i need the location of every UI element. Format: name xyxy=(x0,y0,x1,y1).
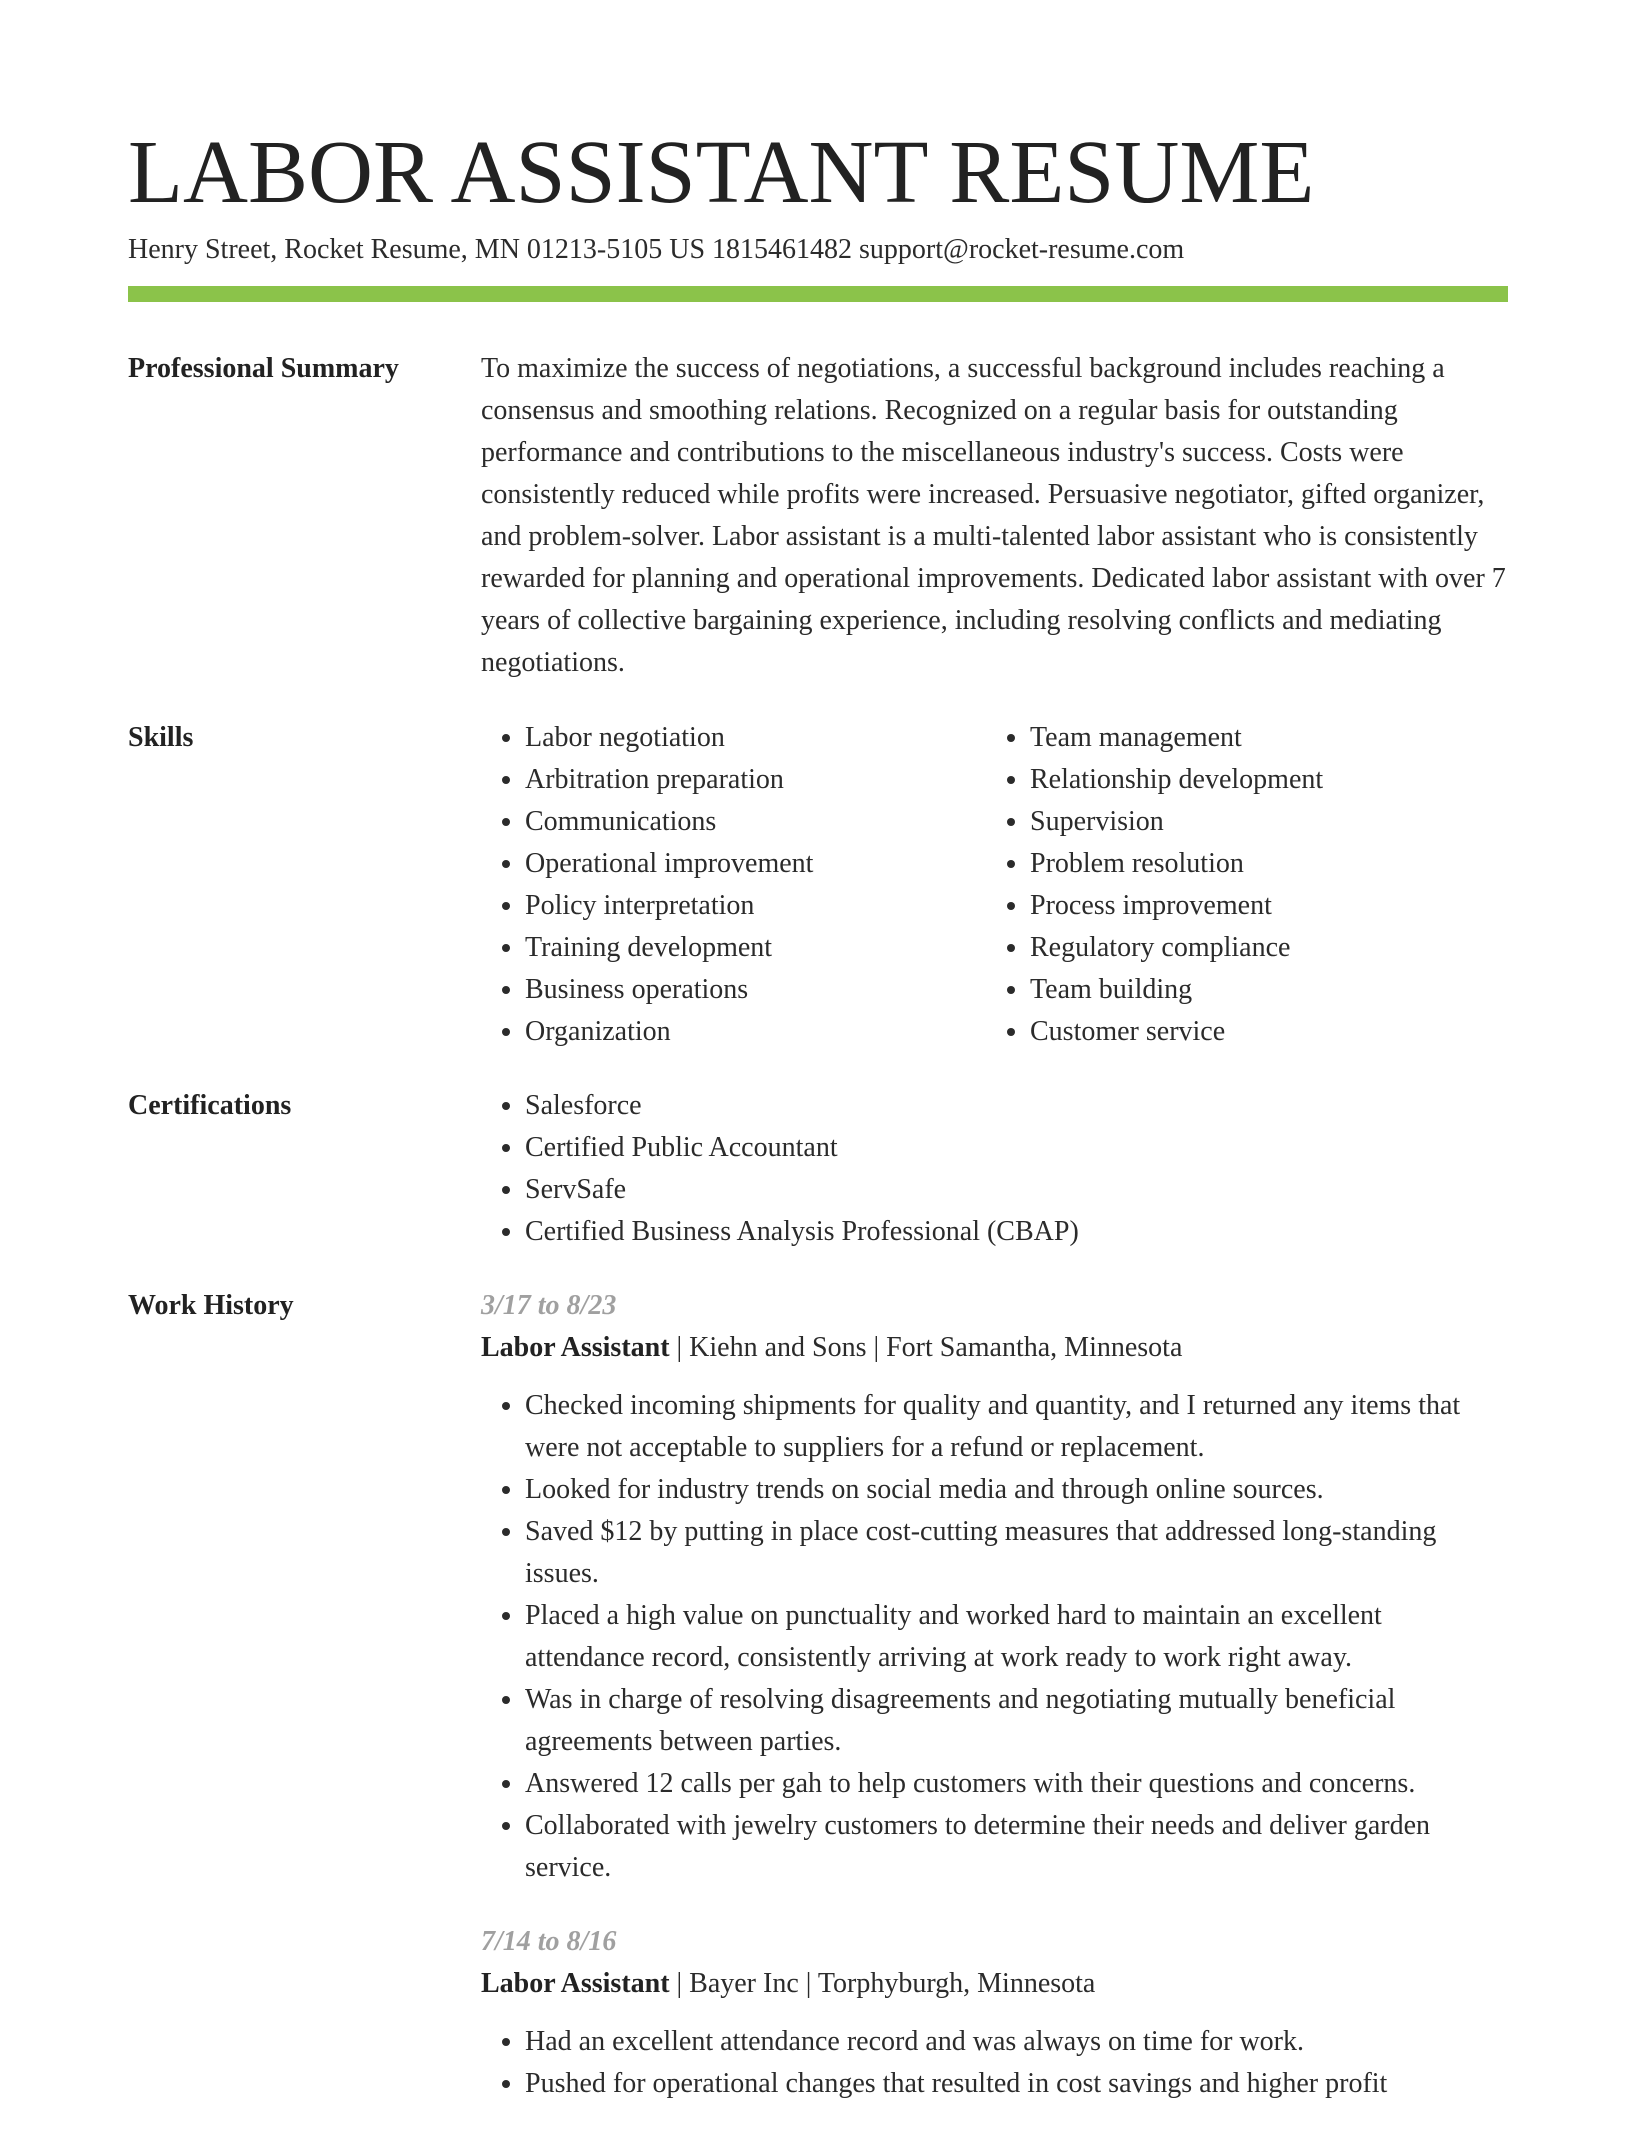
work-history-heading: Work History xyxy=(128,1290,294,1321)
job-bullet: • Had an excellent attendance record and was always on time for work. xyxy=(525,2021,1508,2063)
skills-heading: Skills xyxy=(128,722,194,753)
skill-item: • Customer service xyxy=(1030,1011,1491,1053)
contact-line: Henry Street, Rocket Resume, MN 01213-5105 US 1815461482 support@rocket-resume.com xyxy=(128,234,1185,265)
skills-column-right xyxy=(986,717,1491,1053)
skill-item: • Training development xyxy=(525,927,986,969)
job-title: Labor Assistant xyxy=(481,1968,670,1999)
job-bullet: • Looked for industry trends on social media and through online sources. xyxy=(525,1469,1508,1511)
job-employer-location: | Bayer Inc | Torphyburgh, Minnesota xyxy=(669,1968,1096,1999)
skill-item: • Business operations xyxy=(525,969,986,1011)
job-bullet: • Collaborated with jewelry customers to determine their needs and deliver garden service. xyxy=(525,1805,1508,1889)
skill-item: • Organization xyxy=(525,1011,986,1053)
job-bullet: • Was in charge of resolving disagreements and negotiating mutually beneficial agreements between parties. xyxy=(525,1679,1508,1763)
skill-item: • Arbitration preparation xyxy=(525,759,986,801)
job-entry xyxy=(481,1285,1508,1889)
skill-item: • Team building xyxy=(1030,969,1491,1011)
job-bullet: • Checked incoming shipments for quality and quantity, and I returned any items that were not acceptable to suppliers for a refund or replacement. xyxy=(525,1385,1508,1469)
work-history-body xyxy=(481,1285,1508,2137)
certifications-heading: Certifications xyxy=(128,1090,292,1121)
certification-item: • ServSafe xyxy=(525,1169,1508,1211)
job-entry xyxy=(481,1921,1508,2105)
job-bullet: • Pushed for operational changes that resulted in cost savings and higher profit xyxy=(525,2063,1508,2105)
summary-body xyxy=(481,348,1508,684)
skills-column-left xyxy=(481,717,986,1053)
job-bullet: • Saved $12 by putting in place cost-cutting measures that addressed long-standing issues. xyxy=(525,1511,1508,1595)
job-bullet: • Placed a high value on punctuality and worked hard to maintain an excellent attendance record, consistently arriving at work ready to work right away. xyxy=(525,1595,1508,1679)
skill-item: • Process improvement xyxy=(1030,885,1491,927)
skill-item: • Relationship development xyxy=(1030,759,1491,801)
skill-item: • Policy interpretation xyxy=(525,885,986,927)
job-dates: 7/14 to 8/16 xyxy=(481,1926,617,1957)
skill-item: • Communications xyxy=(525,801,986,843)
job-header xyxy=(481,1963,1508,2005)
job-bullet: • Answered 12 calls per gah to help customers with their questions and concerns. xyxy=(525,1763,1508,1805)
certification-item: • Certified Business Analysis Professional (CBAP) xyxy=(525,1211,1508,1253)
job-title: Labor Assistant xyxy=(481,1332,670,1363)
skill-item: • Operational improvement xyxy=(525,843,986,885)
job-employer-location: | Kiehn and Sons | Fort Samantha, Minnesota xyxy=(669,1332,1183,1363)
summary-text: To maximize the success of negotiations, a successful background includes reaching a consensus and smoothing relations. Recognized on a regular basis for outstanding performance and contributions to the miscellaneous industry's success. Costs were consistently reduced while profits were increased. Persuasive negotiator, gifted organizer, and problem-solver. Labor assistant is a multi-talented labor assistant who is consistently rewarded for planning and operational improvements. Dedicated labor assistant with over 7 years of collective bargaining experience, including resolving conflicts and mediating negotiations. xyxy=(481,353,1506,678)
certification-item: • Salesforce xyxy=(525,1085,1508,1127)
header-divider xyxy=(128,286,1508,302)
summary-heading: Professional Summary xyxy=(128,353,399,384)
job-header xyxy=(481,1327,1508,1369)
skill-item: • Supervision xyxy=(1030,801,1491,843)
skills-body xyxy=(481,717,1508,1053)
skill-item: • Problem resolution xyxy=(1030,843,1491,885)
skill-item: • Labor negotiation xyxy=(525,717,986,759)
skill-item: • Regulatory compliance xyxy=(1030,927,1491,969)
certifications-body xyxy=(481,1085,1508,1253)
certification-item: • Certified Public Accountant xyxy=(525,1127,1508,1169)
resume-title: LABOR ASSISTANT RESUME xyxy=(128,123,1315,222)
skill-item: • Team management xyxy=(1030,717,1491,759)
job-dates: 3/17 to 8/23 xyxy=(481,1290,617,1321)
